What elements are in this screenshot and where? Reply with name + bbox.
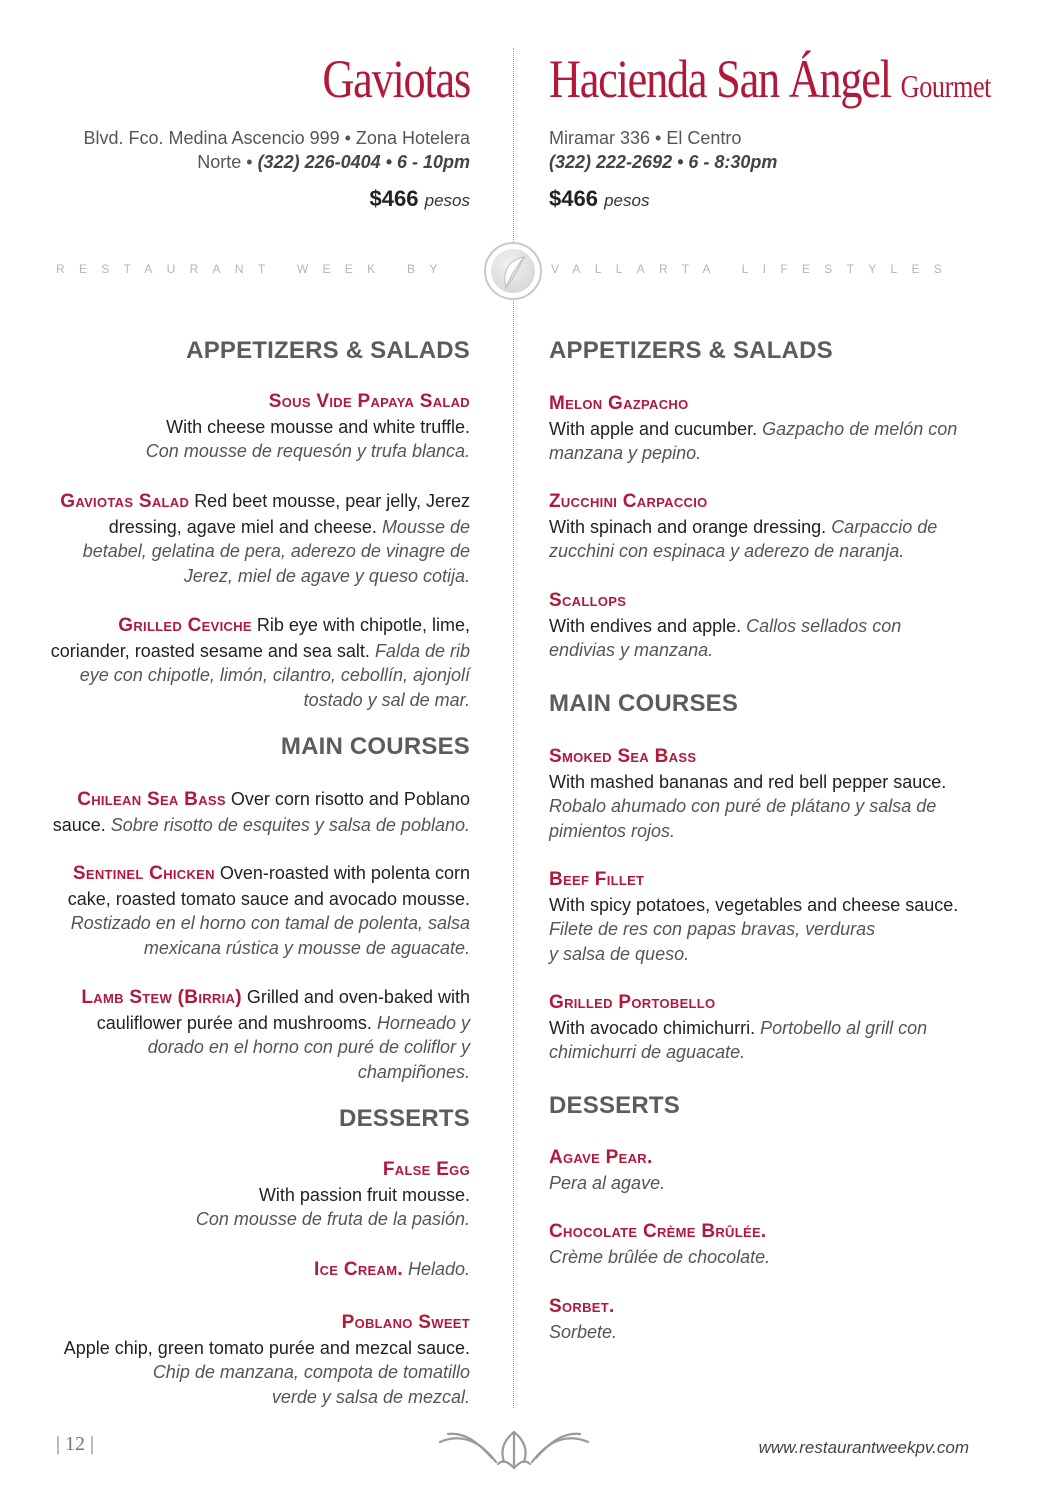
restaurant-title-hacienda: Hacienda San Ángel Gourmet <box>549 49 992 109</box>
dish-desc-en: Red beet mousse, pear jelly, Jerez dressing, agave miel and cheese. <box>108 491 470 537</box>
menu-item <box>549 1295 969 1344</box>
dish-name: Sous Vide Papaya Salad <box>268 391 470 412</box>
restaurant-title-gaviotas: Gaviotas <box>322 49 470 109</box>
dish-desc-es: Portobello al grill con chimichurri de aguacate. <box>549 1017 928 1062</box>
dish-desc-es: Sorbete. <box>549 1321 618 1342</box>
dish-desc-en: Rib eye with chipotle, lime, coriander, roasted sesame and sea salt. <box>50 615 470 661</box>
section-heading-desserts: DESSERTS <box>549 1092 680 1119</box>
dish-name: Sorbet. <box>549 1296 615 1317</box>
dish-desc-es: Con mousse de fruta de la pasión. <box>195 1209 470 1229</box>
dish-desc-es: Filete de res con papas bravas, verduras y salsa de queso. <box>549 919 876 964</box>
dish-desc-en: With avocado chimichurri. <box>549 1017 756 1038</box>
address-gaviotas <box>40 126 470 174</box>
phone-hours: (322) 226-0404 • 6 - 10pm <box>257 152 470 172</box>
dish-desc-en: With passion fruit mousse. <box>258 1184 470 1205</box>
title-suffix: Gourmet <box>900 68 992 104</box>
section-heading-desserts: DESSERTS <box>339 1105 470 1132</box>
dish-desc-es: Chip de manzana, compota de tomatillo verde y salsa de mezcal. <box>152 1362 470 1407</box>
menu-item <box>40 1311 470 1409</box>
dish-desc-es: Robalo ahumado con puré de plátano y salsa de pimientos rojos. <box>549 796 937 841</box>
section-heading-main-courses: MAIN COURSES <box>549 690 739 717</box>
dish-desc-en: With cheese mousse and white truffle. <box>166 416 470 437</box>
dish-desc-es: Carpaccio de zucchini con espinaca y aderezo de naranja. <box>549 516 938 561</box>
address-line2 <box>549 150 989 174</box>
dish-desc-es: Crème brûlée de chocolate. <box>549 1246 771 1267</box>
menu-item <box>70 985 470 1084</box>
dish-name: Poblano Sweet <box>341 1312 470 1333</box>
dish-name: Chocolate Crème Brûlée. <box>549 1221 767 1242</box>
section-heading-appetizers: APPETIZERS & SALADS <box>186 337 470 364</box>
dish-desc-en: With mashed bananas and red bell pepper sauce. <box>549 771 947 792</box>
banner-text-right: VALLARTA LIFESTYLES <box>551 262 957 276</box>
dish-name: Gaviotas Salad <box>60 491 190 512</box>
dish-desc-en: With spinach and orange dressing. <box>549 516 827 537</box>
dish-desc-en: With spicy potatoes, vegetables and cheese sauce. <box>549 894 959 915</box>
address-hacienda <box>549 126 989 174</box>
dish-name: Lamb Stew (Birria) <box>81 987 242 1008</box>
dish-desc-en: With apple and cucumber. <box>549 418 758 439</box>
menu-item <box>549 868 979 966</box>
menu-item <box>549 1220 969 1269</box>
menu-item <box>50 1158 470 1232</box>
website-url: www.restaurantweekpv.com <box>758 1438 969 1457</box>
dish-name: Agave Pear. <box>549 1147 653 1168</box>
address-line2: Norte • (322) 226-0404 • 6 - 10pm <box>197 152 470 172</box>
dish-name: Grilled Portobello <box>549 992 716 1013</box>
menu-item <box>549 1146 969 1195</box>
dish-desc-es: Sobre risotto de esquites y salsa de poblano. <box>110 814 470 835</box>
dish-desc-en: Oven-roasted with polenta corn cake, roasted tomato sauce and avocado mousse. <box>67 863 470 909</box>
menu-item <box>40 861 470 960</box>
dish-name: Melon Gazpacho <box>549 393 689 414</box>
section-heading-appetizers: APPETIZERS & SALADS <box>549 337 833 364</box>
dish-desc-en: Over corn risotto and Poblano sauce. <box>52 789 470 835</box>
page-number: | 12 | <box>56 1433 95 1455</box>
dish-name: Smoked Sea Bass <box>549 746 697 767</box>
menu-item <box>549 991 969 1065</box>
dish-name: False Egg <box>382 1159 470 1180</box>
phone-hours: (322) 222-2692 • 6 - 8:30pm <box>549 152 778 172</box>
menu-item <box>40 787 470 837</box>
dish-name: Chilean Sea Bass <box>77 789 226 810</box>
dish-name: Zucchini Carpaccio <box>549 491 708 512</box>
menu-item <box>50 613 470 712</box>
dish-desc-es: Mousse de betabel, gelatina de pera, aderezo de vinagre de Jerez, miel de agave y queso cotija. <box>82 516 470 586</box>
dish-desc-es: Con mousse de requesón y trufa blanca. <box>145 441 470 461</box>
menu-item <box>549 392 969 466</box>
price-hacienda: $466 pesos <box>549 186 650 211</box>
dish-desc-en: With endives and apple. <box>549 615 742 636</box>
floral-ornament-icon <box>438 1428 590 1472</box>
dish-name: Ice Cream. <box>314 1259 403 1280</box>
menu-item <box>50 1257 470 1283</box>
dish-name: Scallops <box>549 590 627 611</box>
menu-item <box>50 390 470 464</box>
banner-text-left: RESTAURANT WEEK BY <box>56 262 452 276</box>
dish-desc-es: Pera al agave. <box>549 1172 666 1193</box>
menu-item <box>549 745 969 843</box>
price-gaviotas: $466 pesos <box>369 186 470 211</box>
section-heading-main-courses: MAIN COURSES <box>280 733 470 760</box>
dish-desc-es: Helado. <box>407 1259 470 1279</box>
address-line1: Blvd. Fco. Medina Ascencio 999 • Zona Hotelera <box>83 128 470 148</box>
menu-item <box>50 489 470 588</box>
dish-name: Beef Fillet <box>549 869 645 890</box>
menu-item <box>549 490 969 564</box>
dish-desc-es: Callos sellados con endivias y manzana. <box>549 615 902 660</box>
menu-item <box>549 589 929 663</box>
dish-name: Sentinel Chicken <box>72 863 215 884</box>
address-line1: Miramar 336 • El Centro <box>549 128 742 148</box>
dish-desc-es: Horneado y dorado en el horno con puré de coliflor y champiñones. <box>147 1012 470 1082</box>
dish-desc-es: Falda de rib eye con chipotle, limón, cilantro, cebollín, ajonjolí tostado y sal de mar. <box>79 640 470 710</box>
dish-name: Grilled Ceviche <box>118 615 252 636</box>
leaf-icon <box>484 242 542 300</box>
dish-desc-en: Grilled and oven-baked with cauliflower purée and mushrooms. <box>96 987 470 1033</box>
dish-desc-es: Rostizado en el horno con tamal de polenta, salsa mexicana rústica y mousse de aguacate. <box>70 913 470 958</box>
dish-desc-en: Apple chip, green tomato purée and mezcal sauce. <box>63 1337 470 1358</box>
dish-desc-es: Gazpacho de melón con manzana y pepino. <box>549 418 958 463</box>
